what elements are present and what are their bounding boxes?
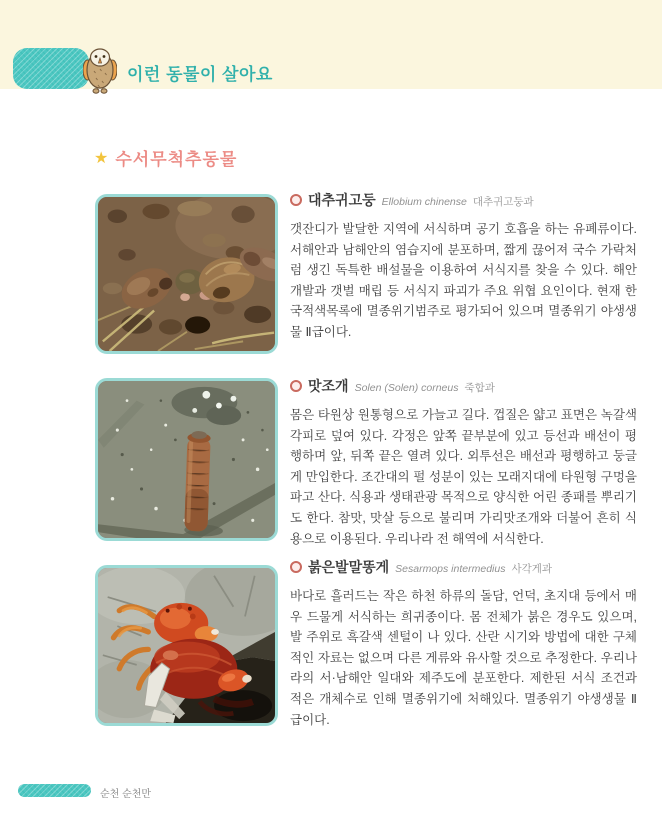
species-description: 몸은 타원상 원통형으로 가늘고 길다. 껍질은 얇고 표면은 녹갈색 각피로 덮여 있다. 각정은 앞쪽 끝부분에 있고 등선과 배선이 평행하며 앞, 뒤쪽 끝은 열려 있다. 외투선은 배선과 평행하고 둥글게 만입한다. 조간대의 펄 성분이 있는 모래지대에 타원형 구멍을 파고 산다. 식용과 생태관광 목적으로 양식한 어린 종패를 뿌리기도 한다. 참맛, 맛살 등으로 불리며 가리맛조개와 더불어 흔히 식용으로 이용된다. 우리나라 전 해역에 서식한다. bbox=[290, 408, 637, 546]
header-band bbox=[0, 0, 662, 89]
entry-heading bbox=[290, 190, 637, 210]
bullet-icon bbox=[290, 194, 302, 206]
bullet-icon bbox=[290, 380, 302, 392]
species-photo-sesarmops bbox=[95, 565, 278, 726]
species-family: 사각게과 bbox=[511, 563, 553, 575]
species-family: 죽합과 bbox=[464, 382, 495, 394]
species-scientific-name: Solen (Solen) corneus bbox=[354, 382, 459, 394]
species-scientific-name: Ellobium chinense bbox=[381, 196, 467, 208]
species-photo-solen bbox=[95, 378, 278, 541]
entry-heading bbox=[290, 376, 637, 396]
star-icon: ★ bbox=[94, 149, 109, 167]
species-entry-solen bbox=[290, 376, 637, 549]
species-entry-sesarmops bbox=[290, 557, 637, 730]
species-scientific-name: Sesarmops intermedius bbox=[395, 563, 506, 575]
species-name: 맛조개 bbox=[308, 378, 349, 394]
footer-tab-decoration bbox=[18, 784, 91, 797]
species-name: 붉은발말똥게 bbox=[308, 559, 390, 575]
bullet-icon bbox=[290, 561, 302, 573]
page-title: 이런 동물이 살아요 bbox=[127, 65, 273, 84]
species-photo-ellobium bbox=[95, 194, 278, 354]
header-tab-decoration bbox=[13, 48, 89, 89]
section-title: 수서무척추동물 bbox=[115, 150, 238, 169]
species-entry-ellobium bbox=[290, 190, 637, 343]
species-name: 대추귀고둥 bbox=[308, 192, 376, 208]
mudflat-snails-illustration bbox=[98, 197, 275, 351]
species-description: 갯잔디가 발달한 지역에 서식하며 공기 호흡을 하는 유폐류이다. 서해안과 남해안의 염습지에 분포하며, 짧게 끊어져 국수 가락처럼 생긴 독특한 배설물을 이용하여 서식지를 찾을 수 있다. 해안개발과 갯벌 매립 등 서식지 파괴가 주요 위협 요인이다. 현재 한국적색목록에 멸종위기범주로 평가되어 있으며 멸종위기 야생생물 Ⅱ급이다. bbox=[290, 222, 637, 339]
footer-location-label: 순천 순천만 bbox=[100, 789, 152, 800]
owl-icon bbox=[83, 43, 117, 95]
section-title-row bbox=[94, 145, 237, 170]
species-description: 바다로 흘러드는 작은 하천 하류의 돌담, 언덕, 초지대 등에서 매우 드물게 서식하는 희귀종이다. 몸 전체가 붉은 경우도 있으며, 발 주위로 흑갈색 센털이 나 있다. 산란 시기와 방법에 대한 구체적인 자료는 없으며 다른 게류와 유사할 것으로 추정한다. 우리나라의 서·남해안 일대와 제주도에 분포한다. 제한된 서식 조건과 적은 개체수로 인해 멸종위기에 처해있다. 멸종위기 야생생물 Ⅱ급이다. bbox=[290, 589, 637, 727]
species-family: 대추귀고둥과 bbox=[472, 196, 534, 208]
red-crab-illustration bbox=[98, 568, 275, 723]
razor-clam-illustration bbox=[98, 381, 275, 538]
entry-heading bbox=[290, 557, 637, 577]
